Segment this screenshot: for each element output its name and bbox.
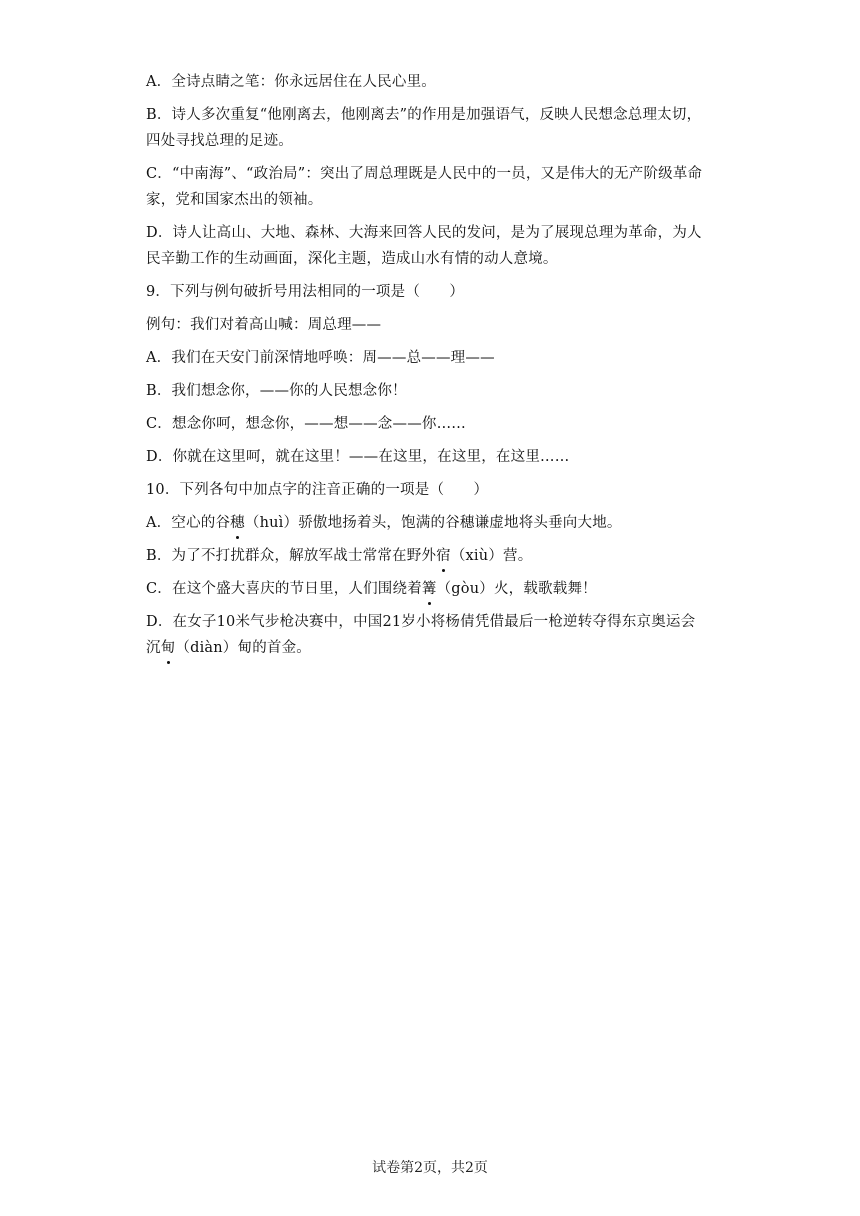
q10-option-c-pre: C．在这个盛大喜庆的节日里，人们围绕着: [146, 581, 422, 597]
q10-option-a-post: （huì）骄傲地扬着头，饱满的谷穗谦虚地将头垂向大地。: [244, 515, 622, 531]
dotted-character: 宿: [436, 545, 451, 567]
q10-option-c: [146, 578, 726, 600]
page-footer: 试卷第2页，共2页: [372, 1160, 488, 1176]
q9-option-b: B．我们想念你，——你的人民想念你！: [146, 383, 407, 399]
q8-option-b-line2: 四处寻找总理的足迹。: [146, 133, 293, 149]
dotted-character: 甸: [161, 637, 176, 659]
q9-example: 例句：我们对着高山喊：周总理——: [146, 317, 382, 333]
q10-option-d-line1: D．在女子10米气步枪决赛中，中国21岁小将杨倩凭借最后一枪逆转夺得东京奥运会: [146, 614, 696, 630]
q10-option-d-line2: [146, 637, 726, 659]
q10-option-b-pre: B．为了不打扰群众，解放军战士常常在野外: [146, 548, 437, 564]
q9-stem: 9．下列与例句破折号用法相同的一项是（ ）: [146, 284, 465, 300]
q8-option-c-line1: C．“中南海”、“政治局”：突出了周总理既是人民中的一员，又是伟大的无产阶级革命: [146, 166, 703, 182]
q8-option-a: A．全诗点睛之笔：你永远居住在人民心里。: [146, 74, 436, 90]
q9-option-d: D．你就在这里呵，就在这里！——在这里，在这里，在这里……: [146, 449, 570, 465]
q10-option-d-post: （diàn）甸的首金。: [175, 640, 312, 656]
q10-option-c-post: （gòu）火，载歌载舞！: [436, 581, 597, 597]
q10-option-b-post: （xiù）营。: [450, 548, 533, 564]
dotted-character: 穗: [230, 512, 245, 534]
dotted-character: 篝: [422, 578, 437, 600]
q10-option-b: [146, 545, 726, 567]
q9-option-a: A．我们在天安门前深情地呼唤：周——总——理——: [146, 350, 495, 366]
q10-stem: 10．下列各句中加点字的注音正确的一项是（ ）: [146, 482, 489, 498]
q10-option-a-pre: A．空心的谷: [146, 515, 231, 531]
q9-option-c: C．想念你呵，想念你，——想——念——你……: [146, 416, 466, 432]
q8-option-d-line2: 民辛勤工作的生动画面，深化主题，造成山水有情的动人意境。: [146, 251, 558, 267]
q8-option-b-line1: B．诗人多次重复“他刚离去，他刚离去”的作用是加强语气，反映人民想念总理太切，: [146, 107, 702, 123]
q8-option-c-line2: 家，党和国家杰出的领袖。: [146, 192, 323, 208]
q10-option-d-pre: 沉: [146, 640, 161, 656]
q10-option-a: [146, 512, 726, 534]
question-content: [146, 71, 726, 659]
q8-option-d-line1: D．诗人让高山、大地、森林、大海来回答人民的发问，是为了展现总理为革命，为人: [146, 225, 702, 241]
